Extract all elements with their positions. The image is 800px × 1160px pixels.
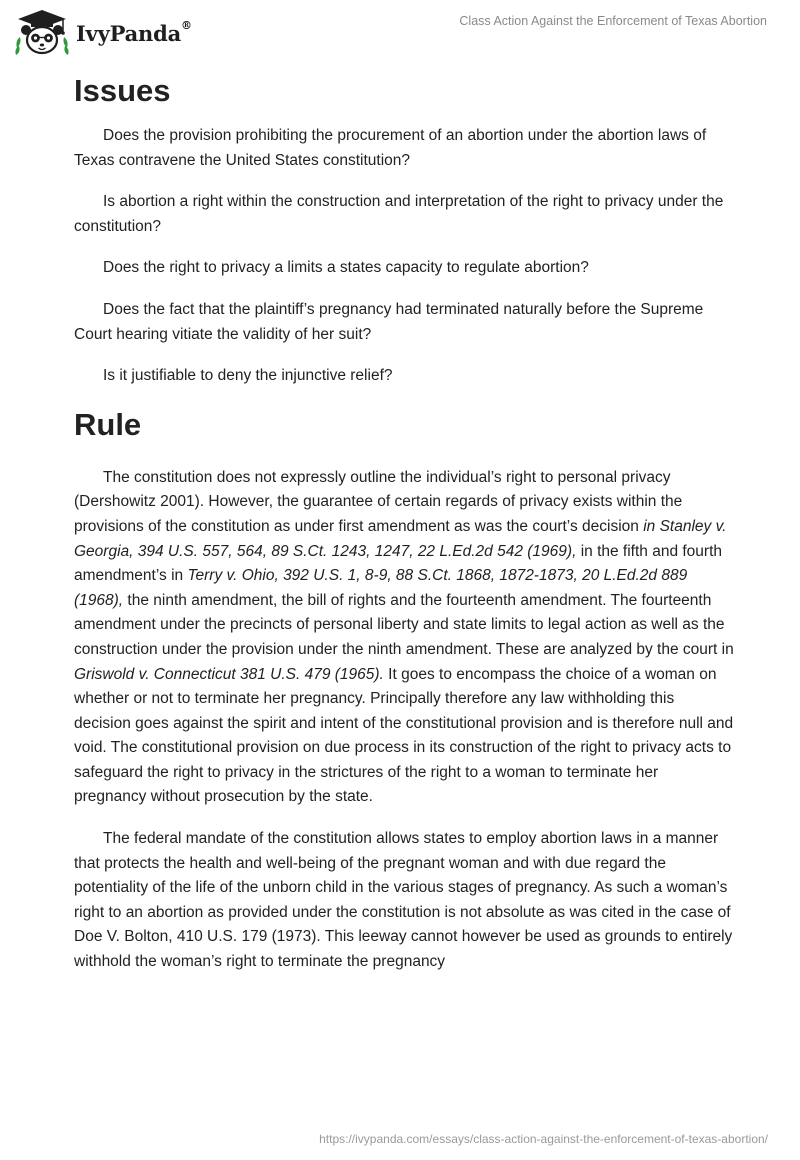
- rule-text: in the fifth and fourth amendment’s in: [74, 542, 723, 585]
- brand-name: IvyPanda®: [76, 18, 192, 46]
- brand-logo[interactable]: [14, 8, 192, 58]
- rule-text: the ninth amendment, the bill of rights and the fourteenth amendment. The fourteenth amendment under the precincts of personal liberty and state limits to legal action as well as the construction under the provision under the ninth amendment. These are analyzed by the court in: [74, 591, 734, 658]
- rule-text: It goes to encompass the choice of a woman on whether or not to terminate her pregnancy. Principally therefore any law withholding this decision goes against the spirit and intent of the constitutional provision and is therefore null and void. The constitutional provision on due process in its construction of the right to privacy acts to safeguard the right to privacy in the strictures of the right to a woman to terminate her pregnancy without prosecution by the state.: [74, 665, 734, 806]
- document-title: Class Action Against the Enforcement of Texas Abortion: [459, 14, 767, 28]
- panda-graduate-icon: [14, 8, 70, 58]
- rule-paragraph-1: [74, 466, 734, 810]
- rule-section: [74, 406, 734, 975]
- rule-heading: Rule: [74, 406, 142, 442]
- issue-paragraph: Is abortion a right within the construction and interpretation of the right to privacy under the constitution?: [74, 193, 724, 235]
- case-citation: Griswold v. Connecticut 381 U.S. 479 (1965).: [74, 665, 384, 683]
- issue-paragraph: Does the right to privacy a limits a states capacity to regulate abortion?: [103, 259, 589, 277]
- issues-heading: Issues: [74, 73, 171, 108]
- issues-section: [74, 72, 734, 389]
- essay-content: [74, 72, 734, 992]
- issue-paragraph: Is it justifiable to deny the injunctive relief?: [103, 367, 393, 385]
- rule-text: The constitution does not expressly outline the individual’s right to personal privacy (Dershowitz 2001). However, the guarantee of certain regards of privacy exists within the provisions of the constitution as under first amendment as was the court’s decision: [74, 468, 683, 535]
- page-header: [0, 0, 800, 62]
- source-url[interactable]: https://ivypanda.com/essays/class-action-against-the-enforcement-of-texas-abortion/: [319, 1132, 768, 1146]
- issue-paragraph: Does the provision prohibiting the procurement of an abortion under the abortion laws of Texas contravene the United States constitution?: [74, 127, 707, 169]
- issue-paragraph: Does the fact that the plaintiff’s pregnancy had terminated naturally before the Supreme Court hearing vitiate the validity of her suit?: [74, 300, 704, 343]
- case-citation: in Stanley v. Georgia, 394 U.S. 557, 564, 89 S.Ct. 1243, 1247, 22 L.Ed.2d 542 (1969),: [74, 517, 727, 560]
- case-citation: Terry v. Ohio, 392 U.S. 1, 8-9, 88 S.Ct. 1868, 1872-1873, 20 L.Ed.2d 889 (1968),: [74, 567, 688, 609]
- rule-paragraph-2: The federal mandate of the constitution allows states to employ abortion laws in a manner that protects the health and well-being of the pregnant woman and with due regard the potentiality of the life of the unborn child in the various stages of pregnancy. As such a woman’s right to an abortion as provided under the constitution is not absolute as was cited in the case of Doe V. Bolton, 410 U.S. 179 (1973). This leeway cannot however be used as grounds to entirely withhold the woman’s right to terminate the pregnancy: [74, 830, 733, 971]
